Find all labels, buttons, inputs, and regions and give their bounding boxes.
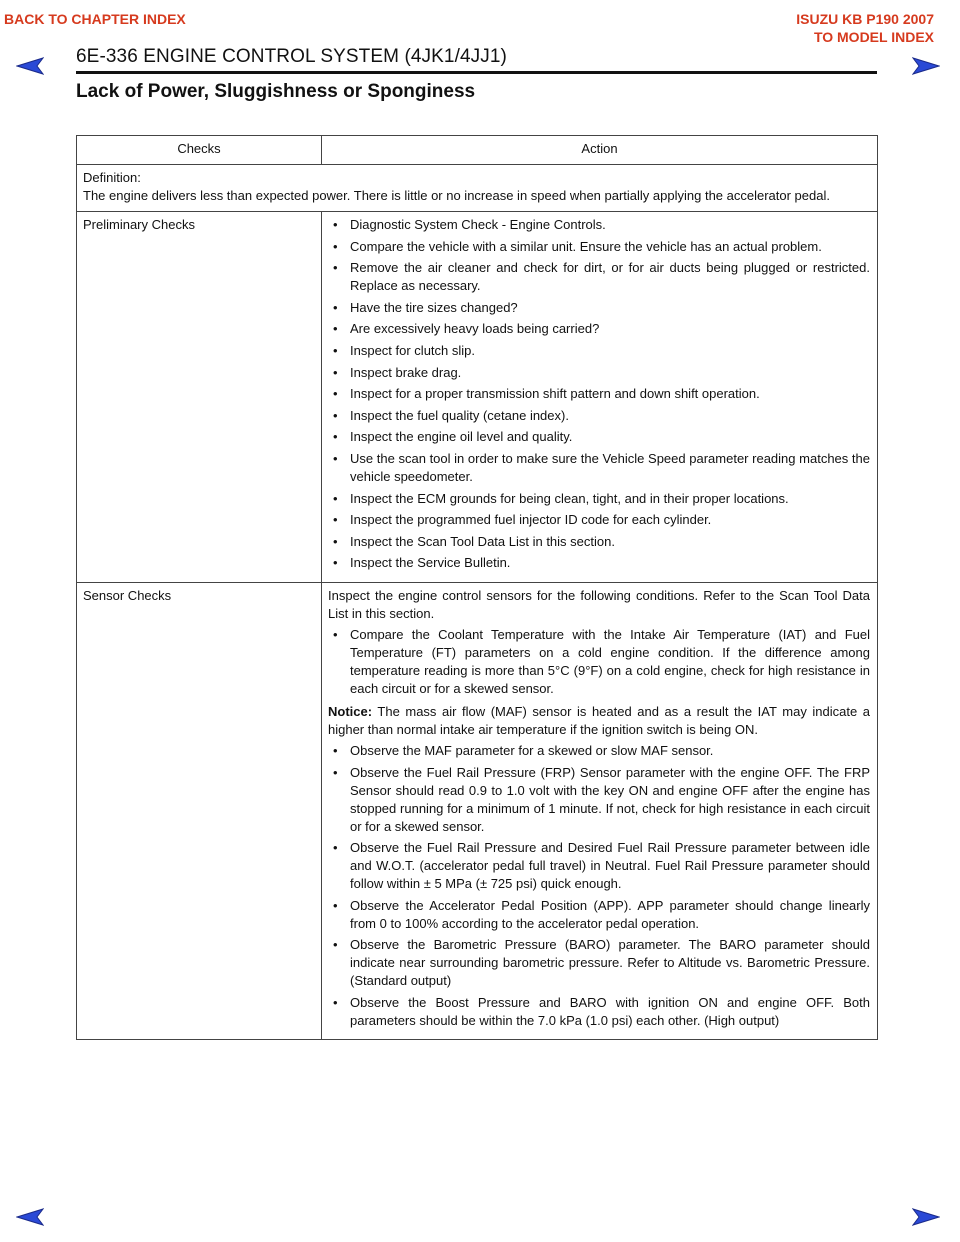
definition-row <box>77 165 878 212</box>
diagnostic-table <box>76 135 878 1040</box>
to-model-index-link[interactable]: TO MODEL INDEX <box>813 29 934 45</box>
list-item: • Use the scan tool in order to make sure the Vehicle Speed parameter reading matches the vehicle speedometer. <box>328 450 870 486</box>
definition-text: The engine delivers less than expected power. There is little or no increase in speed when partially applying the accelerator pedal. <box>83 188 830 203</box>
definition-cell <box>77 165 878 212</box>
sensor-checks-list-b <box>328 742 870 1030</box>
section-title: Lack of Power, Sluggishness or Sponginess <box>76 81 476 102</box>
list-item: • Inspect for a proper transmission shift pattern and down shift operation. <box>328 385 870 403</box>
list-item: • Observe the Boost Pressure and BARO with ignition ON and engine OFF. Both parameters should be within the 7.0 kPa (1.0 psi) each other. (High output) <box>328 994 870 1030</box>
column-header-action: Action <box>322 136 878 165</box>
list-item: • Inspect the Scan Tool Data List in this section. <box>328 533 870 551</box>
sensor-checks-label: Sensor Checks <box>77 582 322 1040</box>
definition-label: Definition: <box>83 170 141 185</box>
list-item: • Inspect brake drag. <box>328 364 870 382</box>
list-item: • Compare the vehicle with a similar unit. Ensure the vehicle has an actual problem. <box>328 238 870 256</box>
list-item: • Are excessively heavy loads being carried? <box>328 320 870 338</box>
list-item: • Inspect the ECM grounds for being clean, tight, and in their proper locations. <box>328 490 870 508</box>
header-divider <box>76 71 877 74</box>
model-title-link[interactable]: ISUZU KB P190 2007 <box>796 11 934 27</box>
preliminary-checks-row <box>77 212 878 583</box>
next-page-arrow-icon[interactable] <box>912 57 940 75</box>
list-item: • Observe the MAF parameter for a skewed or slow MAF sensor. <box>328 742 870 760</box>
list-item: • Inspect the fuel quality (cetane index). <box>328 407 870 425</box>
notice-paragraph <box>328 703 870 739</box>
list-item: • Inspect the programmed fuel injector ID code for each cylinder. <box>328 511 870 529</box>
page-header-title: 6E-336 ENGINE CONTROL SYSTEM (4JK1/4JJ1) <box>76 46 507 67</box>
list-item: • Compare the Coolant Temperature with the Intake Air Temperature (IAT) and Fuel Temperature (FT) parameters on a cold engine condition. If the difference among temperature reading is more than 5°C (9°F) on a cold engine, check for high resistance in each circuit or for a skewed sensor. <box>328 626 870 698</box>
sensor-checks-row <box>77 582 878 1040</box>
list-item: • Observe the Accelerator Pedal Position (APP). APP parameter should change linearly from 0 to 100% according to the accelerator pedal operation. <box>328 897 870 933</box>
notice-label: Notice: <box>328 703 373 719</box>
list-item: • Diagnostic System Check - Engine Controls. <box>328 216 870 234</box>
column-header-checks: Checks <box>77 136 322 165</box>
sensor-checks-actions <box>322 582 878 1040</box>
sensor-checks-list-a <box>328 626 870 698</box>
list-item: • Remove the air cleaner and check for dirt, or for air ducts being plugged or restricted. Replace as necessary. <box>328 259 870 295</box>
table-header-row <box>77 136 878 165</box>
list-item: • Have the tire sizes changed? <box>328 299 870 317</box>
list-item: • Inspect the engine oil level and quality. <box>328 428 870 446</box>
notice-text: The mass air flow (MAF) sensor is heated and as a result the IAT may indicate a higher than normal intake air temperature if the ignition switch is being ON. <box>328 703 870 737</box>
previous-page-arrow-icon[interactable] <box>16 57 44 75</box>
next-page-arrow-bottom-icon[interactable] <box>912 1208 940 1226</box>
list-item: • Observe the Fuel Rail Pressure (FRP) Sensor parameter with the engine OFF. The FRP Sensor should read 0.9 to 1.0 volt with the key ON and engine OFF after the engine has stopped running for a minimum of 1 minute. If not, check for high resistance in each circuit or for a skewed sensor. <box>328 764 870 836</box>
list-item: • Observe the Barometric Pressure (BARO) parameter. The BARO parameter should indicate near surrounding barometric pressure. Refer to Altitude vs. Barometric Pressure. (Standard output) <box>328 936 870 990</box>
sensor-checks-intro: Inspect the engine control sensors for the following conditions. Refer to the Scan Tool Data List in this section. <box>328 587 870 621</box>
preliminary-checks-label: Preliminary Checks <box>77 212 322 583</box>
list-item: • Observe the Fuel Rail Pressure and Desired Fuel Rail Pressure parameter between idle and W.O.T. (accelerator pedal full travel) in Neutral. Fuel Rail Pressure parameter should follow within ± 5 MPa (± 725 psi) quick enough. <box>328 839 870 893</box>
previous-page-arrow-bottom-icon[interactable] <box>16 1208 44 1226</box>
back-to-chapter-index-link[interactable]: BACK TO CHAPTER INDEX <box>4 11 186 27</box>
list-item: • Inspect the Service Bulletin. <box>328 554 870 572</box>
list-item: • Inspect for clutch slip. <box>328 342 870 360</box>
preliminary-checks-actions <box>322 212 878 583</box>
preliminary-checks-list <box>328 216 870 572</box>
